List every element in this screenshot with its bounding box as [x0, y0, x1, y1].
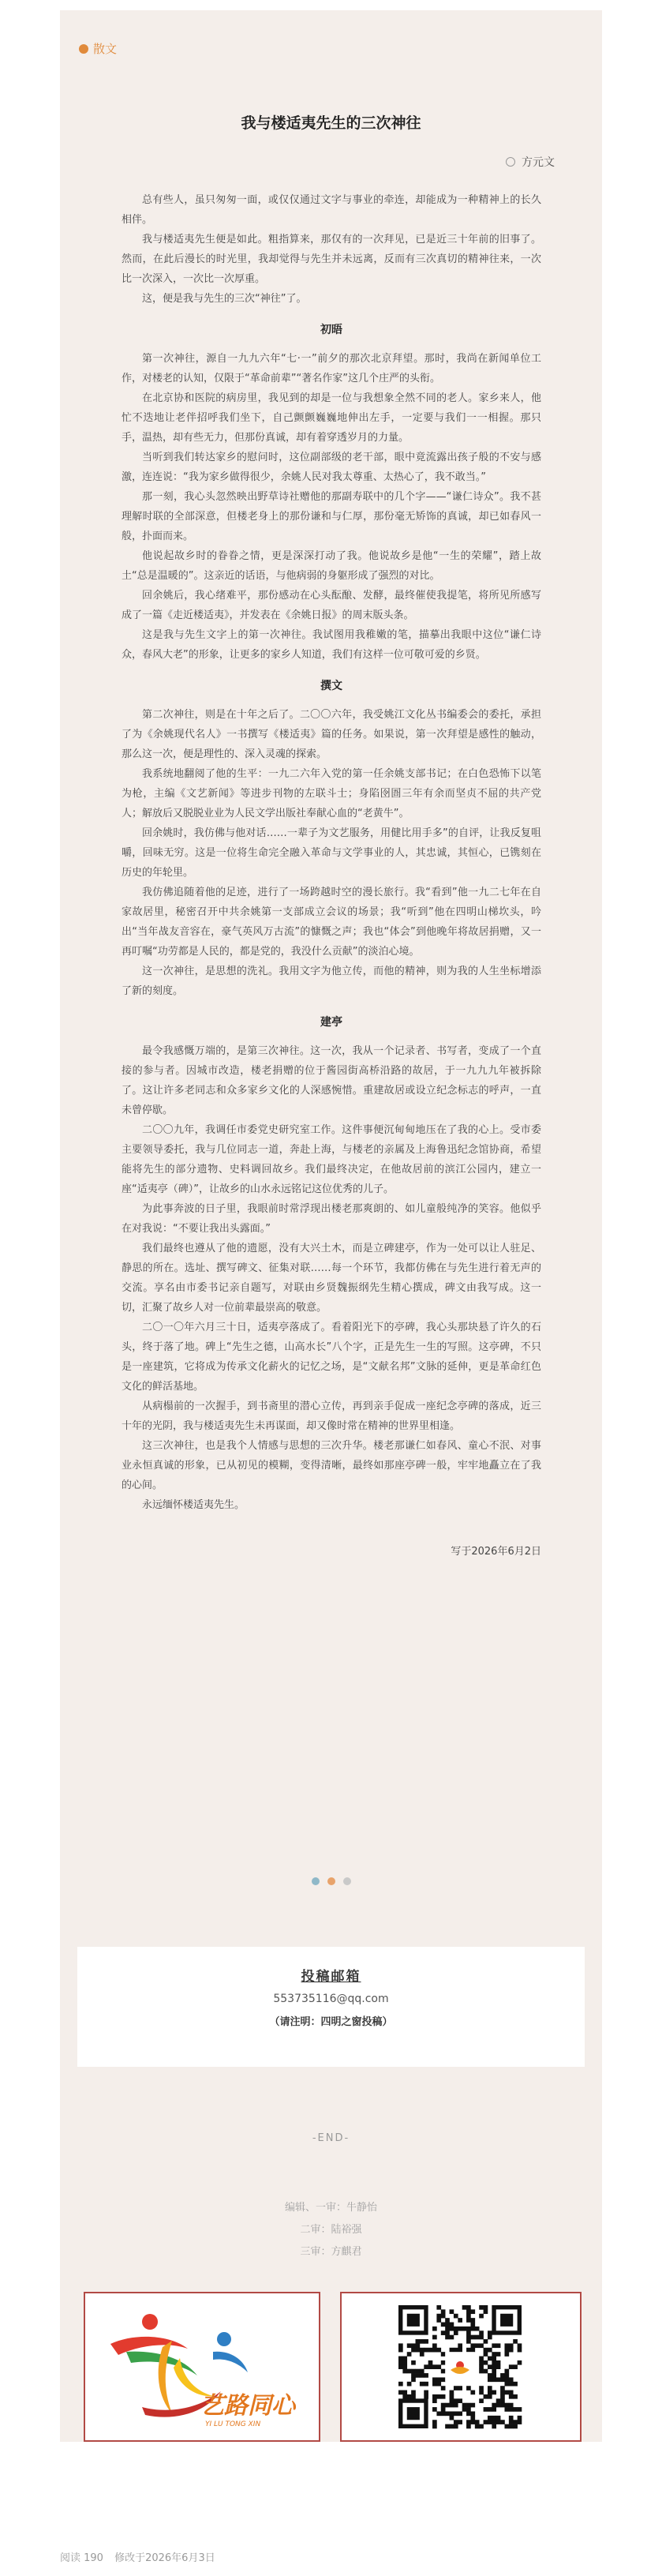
section-paragraph: 这三次神往，也是我个人情感与思想的三次升华。楼老那谦仁如春风、童心不泯、对事业永恒真诚的形象，已从初见的模糊，变得清晰，最终如那座亭碑一般，牢牢地矗立在了我的心间。: [122, 1440, 541, 1491]
qrcode-frame: [340, 2292, 582, 2442]
modified-date: 修改于2026年6月3日: [114, 2552, 215, 2564]
intro-paragraph: 我与楼适夷先生便是如此。粗指算来，那仅有的一次拜见，已是近三十年前的旧事了。然而，在此后漫长的时光里，我却觉得与先生并未远离，反而有三次真切的精神往来，一次比一次深入，一次比一次厚重。: [122, 234, 541, 285]
section-paragraph: 最令我感慨万端的，是第三次神往。这一次，我从一个记录者、书写者，变成了一个直接的参与者。因城市改造，楼老捐赠的位于酱园街高桥沿路的故居，于一九九九年被拆除了。这让许多老同志和众多家乡文化的人深感惋惜。重建故居或设立纪念标志的呼声，一直未曾停歇。: [122, 1045, 541, 1116]
section-paragraph: 这一次神往，是思想的洗礼。我用文字为他立传，而他的精神，则为我的人生坐标增添了新的刻度。: [122, 966, 541, 997]
sections-container: [122, 321, 541, 1515]
section-paragraph: 回余姚时，我仿佛与他对话……一辈子为文艺服务，用健比用手多”的自评，让我反复咀嚼，回味无穷。这是一位将生命完全融入革命与文学事业的人，其忠诚，其恒心，已镌刻在历史的年轮里。: [122, 827, 541, 879]
section-paragraph: 我们最终也遵从了他的遗愿，没有大兴土木，而是立碑建亭，作为一处可以让人驻足、静思的所在。选址、撰写碑文、征集对联……每一个环节，我都仿佛在与先生进行着无声的交流。享名由市委书记亲自题写，对联由乡贤魏振纲先生精心撰成，碑文由我写成。这一切，汇聚了故乡人对一位前辈最崇高的敬意。: [122, 1243, 541, 1314]
article-card: [60, 10, 602, 2442]
logo-name-pinyin: YI LU TONG XIN: [205, 2420, 261, 2428]
end-marker: -END-: [312, 2132, 350, 2144]
editor-credits: [60, 2197, 602, 2263]
section-paragraph: 那一刻，我心头忽然映出野草诗社赠他的那副寿联中的几个字——“谦仁诗众”。我不甚理解时联的全部深意，但楼老身上的那份谦和与仁厚，那份毫无矫饰的真诚，却已如春风一般，扑面而来。: [122, 491, 541, 542]
qrcode-icon: [375, 2304, 545, 2429]
section-heading: 初晤: [320, 324, 342, 336]
section-paragraph: 第二次神往，则是在十年之后了。二〇〇六年，我受姚江文化丛书编委会的委托，承担了为《余姚现代名人》一书撰写《楼适夷》篇的任务。如果说，第一次拜望是感性的触动，那么这一次，便是理性的、深入灵魂的探索。: [122, 709, 541, 760]
article-title: 我与楼适夷先生的三次神往: [241, 114, 421, 132]
section-paragraph: 为此事奔波的日子里，我眼前时常浮现出楼老那爽朗的、如儿童般纯净的笑容。他似乎在对我说：“不要让我出头露面。”: [122, 1203, 541, 1235]
carousel-dot[interactable]: [327, 1877, 335, 1885]
category-dot-icon: [79, 44, 88, 54]
section-paragraph: 在北京协和医院的病房里，我见到的却是一位与我想象全然不同的老人。家乡来人，他忙不迭地让老伴招呼我们坐下，自己颤颤巍巍地伸出左手，一定要与我们一一相握。那只手，温热，却有些无力，但那份真诚，却有着穿透岁月的力量。: [122, 392, 541, 444]
section-paragraph: 他说起故乡时的眷眷之情，更是深深打动了我。他说故乡是他“一生的荣耀”，踏上故土“总是温暖的”。这亲近的话语，与他病弱的身躯形成了强烈的对比。: [122, 550, 541, 582]
author-name: 方元文: [522, 156, 555, 169]
yilu-tongxin-logo-icon: [95, 2303, 309, 2431]
intro-paragraph: 总有些人，虽只匆匆一面，或仅仅通过文字与事业的牵连，却能成为一种精神上的长久相伴。: [122, 194, 541, 226]
section-heading: 建亭: [320, 1016, 342, 1029]
credit-line: 编辑、一审：牛静怡: [284, 2202, 377, 2214]
logo-name-cn: 艺路同心: [200, 2392, 295, 2420]
credit-line: 三审：方麒君: [300, 2246, 362, 2258]
section-paragraph: 二〇一〇年六月三十日，适夷亭落成了。看着阳光下的亭碑，我心头那块悬了许久的石头，终于落了地。碑上“先生之德，山高水长”八个字，正是先生一生的写照。这亭碑，不只是一座建筑，它将成为传承文化薪火的记忆之场，是“文献名邦”文脉的延伸，更是革命红色文化的鲜活基地。: [122, 1322, 541, 1393]
category-label: 散文: [93, 42, 118, 56]
category-tag[interactable]: [79, 40, 117, 57]
author-line: [506, 154, 555, 170]
signoff-date: 写于2026年6月2日: [451, 1546, 541, 1558]
logo-frame: [84, 2292, 320, 2442]
section-paragraph: 我仿佛追随着他的足迹，进行了一场跨越时空的漫长旅行。我“看到”他一九二七年在自家故居里，秘密召开中共余姚第一支部成立会议的场景；我“听到”他在四明山梯坎头，吟出“当年战友音容在，豪气英风万古流”的慷慨之声；我也“体会”到他晚年将故居捐赠，又一再叮嘱“功劳都是人民的，都是党的，我没什么贡献”的淡泊心境。: [122, 887, 541, 958]
author-circle-icon: [506, 157, 515, 167]
section-paragraph: 第一次神往，源自一九九六年“七·一”前夕的那次北京拜望。那时，我尚在新闻单位工作，对楼老的认知，仅限于“革命前辈”“著名作家”这几个庄严的头衔。: [122, 353, 541, 384]
section-paragraph: 从病榻前的一次握手，到书斋里的潜心立传，再到亲手促成一座纪念亭碑的落成，近三十年的光阴，我与楼适夷先生未再谋面，却又像时常在精神的世界里相逢。: [122, 1400, 541, 1432]
footer-meta: [60, 2549, 223, 2564]
intro-paragraph: 这，便是我与先生的三次“神往”了。: [142, 293, 307, 305]
section-heading: 撰文: [320, 680, 342, 692]
section-paragraph: 二〇〇九年，我调任市委党史研究室工作。这件事便沉甸甸地压在了我的心上。受市委主要领导委托，我与几位同志一道，奔赴上海，与楼老的亲属及上海鲁迅纪念馆协商，希望能将先生的部分遗物、史料调回故乡。我们最终决定，在他故居前的滨江公园内，建立一座“适夷亭（碑）”，让故乡的山水永远铭记这位优秀的儿子。: [122, 1124, 541, 1195]
credit-line: 二审：陆裕强: [300, 2224, 362, 2236]
section-paragraph: 这是我与先生文字上的第一次神往。我试图用我稚嫩的笔，描摹出我眼中这位“谦仁诗众，春风大老”的形象，让更多的家乡人知道，我们有这样一位可敬可爱的乡贤。: [122, 629, 541, 661]
article-body: [122, 190, 541, 1562]
section-paragraph: 我系统地翻阅了他的生平：一九二六年入党的第一任余姚支部书记；在白色恐怖下以笔为枪，主编《文艺新闻》等进步刊物的左联斗士；身陷囹圄三年有余而坚贞不屈的共产党人；解放后又脱脱业业为人民文学出版社奉献心血的“老黄牛”。: [122, 768, 541, 819]
read-count: 阅读 190: [60, 2552, 103, 2564]
carousel-dots: [60, 1877, 602, 1885]
submission-note: （请注明：四明之窗投稿）: [269, 2016, 393, 2028]
submission-box: [77, 1947, 585, 2067]
logo-image: [95, 2303, 309, 2431]
qrcode-image[interactable]: [375, 2304, 545, 2429]
carousel-dot[interactable]: [312, 1877, 320, 1885]
submission-email[interactable]: 553735116@qq.com: [273, 1993, 389, 2005]
section-paragraph: 回余姚后，我心绪难平，那份感动在心头酝酿、发酵，最终催使我提笔，将所见所感写成了一篇《走近楼适夷》，并发表在《余姚日报》的周末版头条。: [122, 590, 541, 621]
submission-title: 投稿邮箱: [301, 1969, 361, 1985]
section-paragraph: 永远缅怀楼适夷先生。: [142, 1499, 245, 1511]
carousel-dot[interactable]: [343, 1877, 351, 1885]
section-paragraph: 当听到我们转达家乡的慰问时，这位副部级的老干部，眼中竟流露出孩子般的不安与感激，连连说：“我为家乡做得很少，余姚人民对我太尊重、太热心了，我不敢当。”: [122, 452, 541, 483]
